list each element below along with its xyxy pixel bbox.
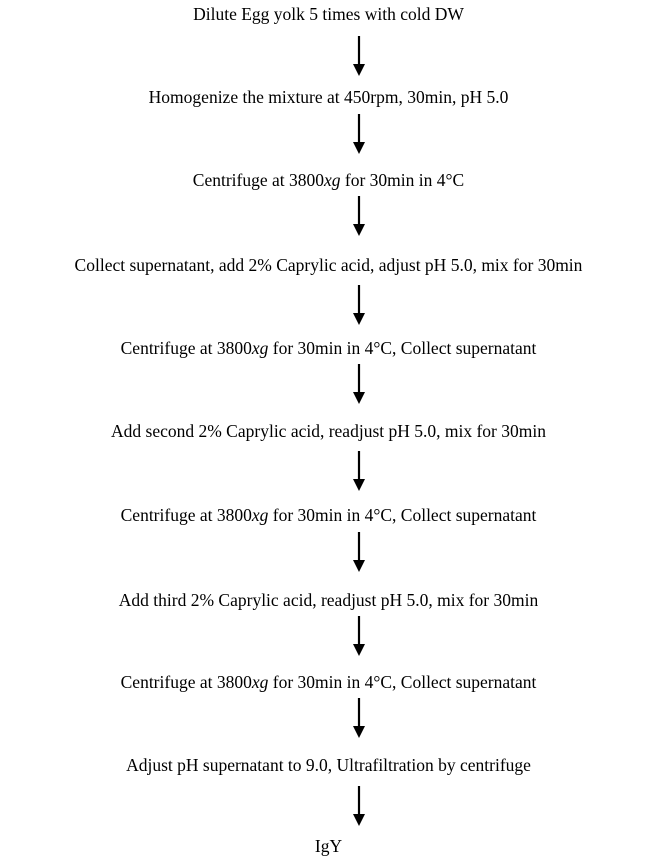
step-text: for 30min in 4°C, Collect supernatant [268,672,537,692]
down-arrow-icon [349,364,369,404]
step-collect-add-caprylic [0,255,657,275]
step-text: Dilute Egg yolk 5 times with cold DW [193,4,464,24]
step-text-italic: xg [251,338,269,358]
step-text: Add third 2% Caprylic acid, readjust pH 5.0, mix for 30min [118,590,539,610]
step-centrifuge-1 [0,170,657,190]
down-arrow-icon [349,786,369,826]
step-result-igy [0,836,657,856]
down-arrow-icon [349,196,369,236]
step-centrifuge-2 [0,338,657,358]
step-adjust-ultrafiltration [0,755,657,775]
step-text: for 30min in 4°C, Collect supernatant [268,338,537,358]
step-text: Centrifuge at 3800 [120,672,252,692]
step-text: IgY [314,836,343,856]
step-text: Collect supernatant, add 2% Caprylic acid, adjust pH 5.0, mix for 30min [74,255,583,275]
step-text: for 30min in 4°C, Collect supernatant [268,505,537,525]
down-arrow-icon [349,36,369,76]
step-text-italic: xg [251,505,269,525]
step-text: Centrifuge at 3800 [192,170,324,190]
down-arrow-icon [349,532,369,572]
down-arrow-icon [349,698,369,738]
step-text-italic: xg [324,170,341,190]
step-text: Add second 2% Caprylic acid, readjust pH 5.0, mix for 30min [111,421,546,441]
step-text-italic: xg [251,672,269,692]
down-arrow-icon [349,616,369,656]
step-centrifuge-3 [0,505,657,525]
step-centrifuge-4 [0,672,657,692]
step-text: for 30min in 4°C [340,170,465,190]
step-add-third-caprylic [0,590,657,610]
step-text: Adjust pH supernatant to 9.0, Ultrafiltration by centrifuge [126,755,531,775]
down-arrow-icon [349,451,369,491]
step-text: Homogenize the mixture at 450rpm, 30min, pH 5.0 [148,87,509,107]
step-dilute-egg-yolk [0,4,657,24]
step-homogenize [0,87,657,107]
step-text: Centrifuge at 3800 [120,338,252,358]
step-add-second-caprylic [0,421,657,441]
down-arrow-icon [349,114,369,154]
down-arrow-icon [349,285,369,325]
step-text: Centrifuge at 3800 [120,505,252,525]
